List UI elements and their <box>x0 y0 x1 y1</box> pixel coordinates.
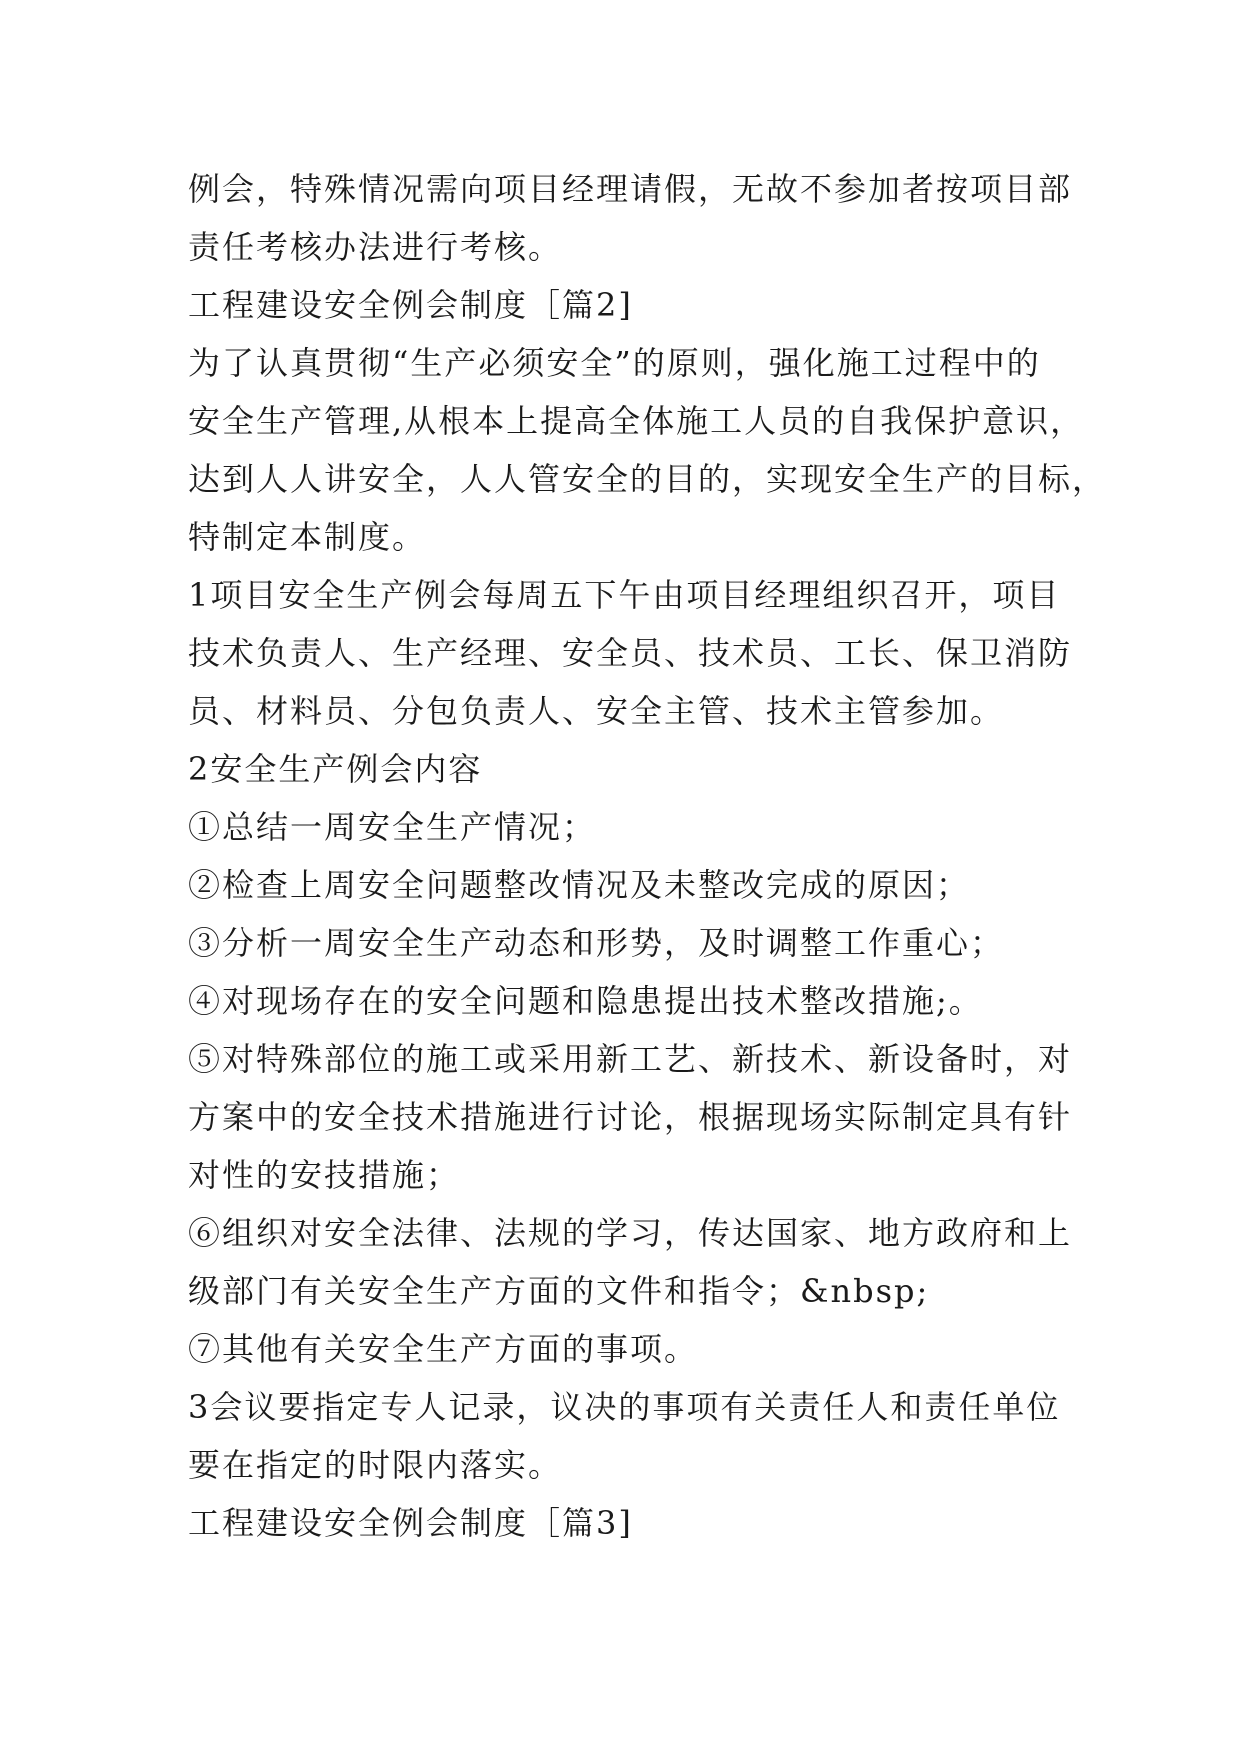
text-line: 方案中的安全技术措施进行讨论，根据现场实际制定具有针 <box>188 1098 1073 1136</box>
list-item: ②检查上周安全问题整改情况及未整改完成的原因； <box>188 866 971 904</box>
text-line: 为了认真贯彻“生产必须安全”的原则，强化施工过程中的 <box>188 344 1041 382</box>
text-line: 1项目安全生产例会每周五下午由项目经理组织召开，项目 <box>188 576 1061 614</box>
text-line: 员、材料员、分包负责人、安全主管、技术主管参加。 <box>188 692 1005 730</box>
list-item: ④对现场存在的安全问题和隐患提出技术整改措施;。 <box>188 982 983 1020</box>
text-line: 级部门有关安全生产方面的文件和指令；&nbsp; <box>188 1272 930 1310</box>
list-item: ③分析一周安全生产动态和形势，及时调整工作重心； <box>188 924 1005 962</box>
document-body <box>188 160 1107 1552</box>
section-heading: 工程建设安全例会制度［篇3] <box>188 1504 633 1542</box>
text-line: 要在指定的时限内落实。 <box>188 1446 563 1484</box>
list-item: ⑤对特殊部位的施工或采用新工艺、新技术、新设备时，对 <box>188 1040 1073 1078</box>
list-item: ⑦其他有关安全生产方面的事项。 <box>188 1330 699 1368</box>
text-line: 2安全生产例会内容 <box>188 750 483 788</box>
text-line: 安全生产管理,从根本上提高全体施工人员的自我保护意识， <box>188 402 1085 440</box>
list-item: ①总结一周安全生产情况； <box>188 808 597 846</box>
text-line: 特制定本制度。 <box>188 518 427 556</box>
list-item: ⑥组织对安全法律、法规的学习，传达国家、地方政府和上 <box>188 1214 1073 1252</box>
text-line: 技术负责人、生产经理、安全员、技术员、工长、保卫消防 <box>188 634 1073 672</box>
text-line: 责任考核办法进行考核。 <box>188 228 563 266</box>
text-line: 对性的安技措施； <box>188 1156 461 1194</box>
text-line: 3会议要指定专人记录，议决的事项有关责任人和责任单位 <box>188 1388 1061 1426</box>
section-heading: 工程建设安全例会制度［篇2] <box>188 286 633 324</box>
text-line: 达到人人讲安全，人人管安全的目的，实现安全生产的目标， <box>188 460 1107 498</box>
text-line: 例会，特殊情况需向项目经理请假，无故不参加者按项目部 <box>188 170 1073 208</box>
